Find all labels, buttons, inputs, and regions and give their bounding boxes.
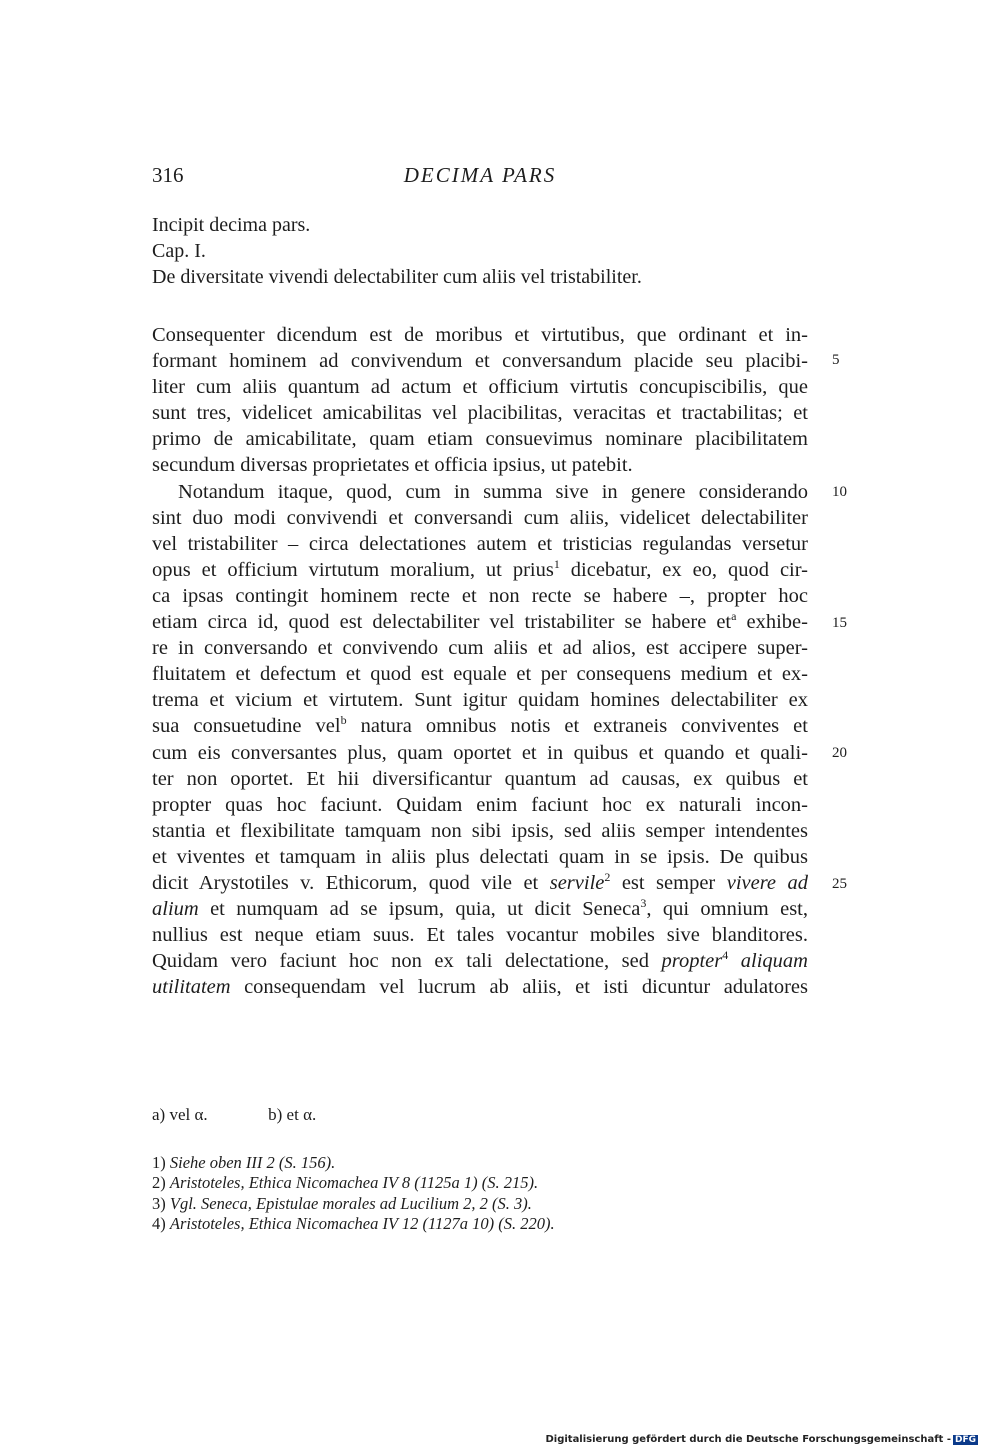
heading-line-1: Incipit decima pars.: [152, 214, 311, 236]
running-head: [152, 163, 808, 193]
text-segment: natura omnibus notis et extraneis conviventes et: [346, 715, 808, 738]
footnote-mark: 2: [604, 870, 611, 885]
text-line: sint duo modi convivendi et conversandi cum aliis, videlicet delectabiliter: [152, 506, 808, 529]
text-segment: etiam circa id, quod est delectabiliter vel tristabiliter se habere et: [152, 611, 732, 634]
footnote-text: Aristoteles, Ethica Nicomachea IV 12 (1127a 10) (S. 220).: [169, 1213, 555, 1233]
line-number: 25: [832, 876, 847, 892]
italic-segment: propter: [661, 950, 723, 973]
text-line: re in conversando et convivendo cum aliis et ad alios, est accipere super-: [152, 637, 808, 660]
running-title: DECIMA PARS: [403, 163, 557, 187]
footnotes: [152, 1153, 555, 1234]
text-line: [152, 896, 808, 922]
text-line: Consequenter dicendum est de moribus et virtutibus, que ordinant et in-: [152, 324, 808, 346]
line-number: 5: [832, 352, 840, 368]
digitization-footer: [545, 1434, 978, 1445]
critical-apparatus: [152, 1105, 316, 1125]
text-segment: Quidam vero faciunt hoc non ex tali delectatione, sed: [152, 950, 662, 973]
italic-segment: utilitatem: [152, 976, 231, 999]
dfg-logo: DFG: [954, 1435, 976, 1445]
apparatus-mark: a: [731, 609, 737, 624]
footnote-text: Aristoteles, Ethica Nicomachea IV 8 (1125a 1) (S. 215).: [169, 1173, 539, 1193]
apparatus-entry: b) et α.: [268, 1105, 317, 1124]
footnote-mark: 1: [553, 557, 560, 572]
footnote-mark: 3: [640, 896, 647, 911]
text-line: [152, 974, 808, 1000]
text-line: trema et vicium et virtutem. Sunt igitur quidam homines delectabiliter ex: [152, 689, 808, 712]
heading-line-2: Cap. I.: [152, 240, 206, 262]
text-segment: dicebatur, ex eo, quod cir-: [559, 558, 808, 581]
main-text: [152, 322, 808, 1000]
text-line: sunt tres, videlicet amicabilitas vel placibilitas, veracitas et tractabilitas; et: [152, 402, 808, 425]
text-segment: sua consuetudine vel: [152, 715, 341, 738]
text-segment: est semper: [610, 871, 727, 894]
text-segment: , qui omnium est,: [646, 898, 808, 921]
text-segment: et numquam ad se ipsum, quia, ut dicit Seneca: [198, 898, 641, 921]
chapter-heading: [152, 212, 642, 290]
text-line: nullius est neque etiam suus. Et tales vocantur mobiles sive blanditores.: [152, 924, 808, 947]
text-segment: dicit Arystotiles v. Ethicorum, quod vile et: [152, 871, 550, 894]
footnote: [152, 1153, 555, 1173]
text-line: [152, 948, 808, 974]
footer-text: Digitalisierung gefördert durch die Deutsche Forschungsgemeinschaft -: [545, 1434, 951, 1445]
apparatus-entry: a) vel α.: [152, 1105, 208, 1124]
footnote-mark: 4: [722, 948, 729, 963]
text-line: liter cum aliis quantum ad actum et officium virtutis concupiscibilis, que: [152, 376, 808, 399]
heading-line-3: De diversitate vivendi delectabiliter cum aliis vel tristabiliter.: [152, 266, 642, 288]
line-number: 15: [832, 615, 847, 631]
text-line: stantia et flexibilitate tamquam non sibi ipsis, sed aliis semper intendentes: [152, 819, 808, 842]
line-number: 20: [832, 745, 847, 761]
text-line: [152, 870, 808, 896]
text-line: cum eis conversantes plus, quam oportet et in quibus et quando et quali-: [152, 741, 808, 764]
page-number: 316: [152, 163, 184, 187]
text-line: ca ipsas contingit hominem recte et non recte se habere –, propter hoc: [152, 584, 808, 607]
footnote: [152, 1194, 555, 1214]
text-line: propter quas hoc faciunt. Quidam enim faciunt hoc ex naturali incon-: [152, 793, 808, 816]
line-number: 10: [832, 484, 847, 500]
footnote-text: Siehe oben III 2 (S. 156).: [169, 1153, 336, 1172]
text-segment: opus et officium virtutum moralium, ut prius: [152, 558, 554, 581]
text-segment: exhibe-: [736, 611, 808, 634]
text-line: secundum diversas proprietates et officia ipsius, ut patebit.: [152, 454, 633, 477]
text-line: fluitatem et defectum et quod est equale et per consequens medium et ex-: [152, 663, 808, 686]
text-line: ter non oportet. Et hii diversificantur quantum ad causas, ex quibus et: [152, 767, 808, 790]
footnote: [152, 1214, 555, 1234]
italic-segment: vivere ad: [726, 871, 808, 894]
text-line: primo de amicabilitate, quam etiam consuevimus nominare placibilitatem: [152, 428, 808, 451]
footnote-text: Vgl. Seneca, Epistulae morales ad Lucilium 2, 2 (S. 3).: [169, 1193, 532, 1213]
footnote-number: 4): [152, 1213, 166, 1233]
text-segment: consequendam vel lucrum ab aliis, et isti dicuntur adulatores: [230, 976, 808, 999]
text-line: et viventes et tamquam in aliis plus delectati quam in se ipsis. De quibus: [152, 845, 808, 868]
footnote-number: 3): [152, 1193, 166, 1213]
text-line: Notandum itaque, quod, cum in summa sive in genere considerando: [178, 480, 808, 503]
footnote-number: 2): [152, 1173, 166, 1193]
apparatus-mark: b: [340, 713, 347, 728]
text-line: [152, 713, 808, 739]
text-line: formant hominem ad convivendum et conversandum placide seu placibi-: [152, 350, 808, 373]
footnote: [152, 1173, 555, 1193]
footnote-number: 1): [152, 1153, 166, 1172]
text-line: [152, 557, 808, 583]
italic-segment: servile: [549, 871, 605, 894]
text-line: vel tristabiliter – circa delectationes autem et tristicias regulandas versetur: [152, 532, 808, 555]
text-line: [152, 609, 808, 635]
italic-segment: alium: [152, 898, 199, 921]
italic-segment: aliquam: [728, 950, 808, 973]
